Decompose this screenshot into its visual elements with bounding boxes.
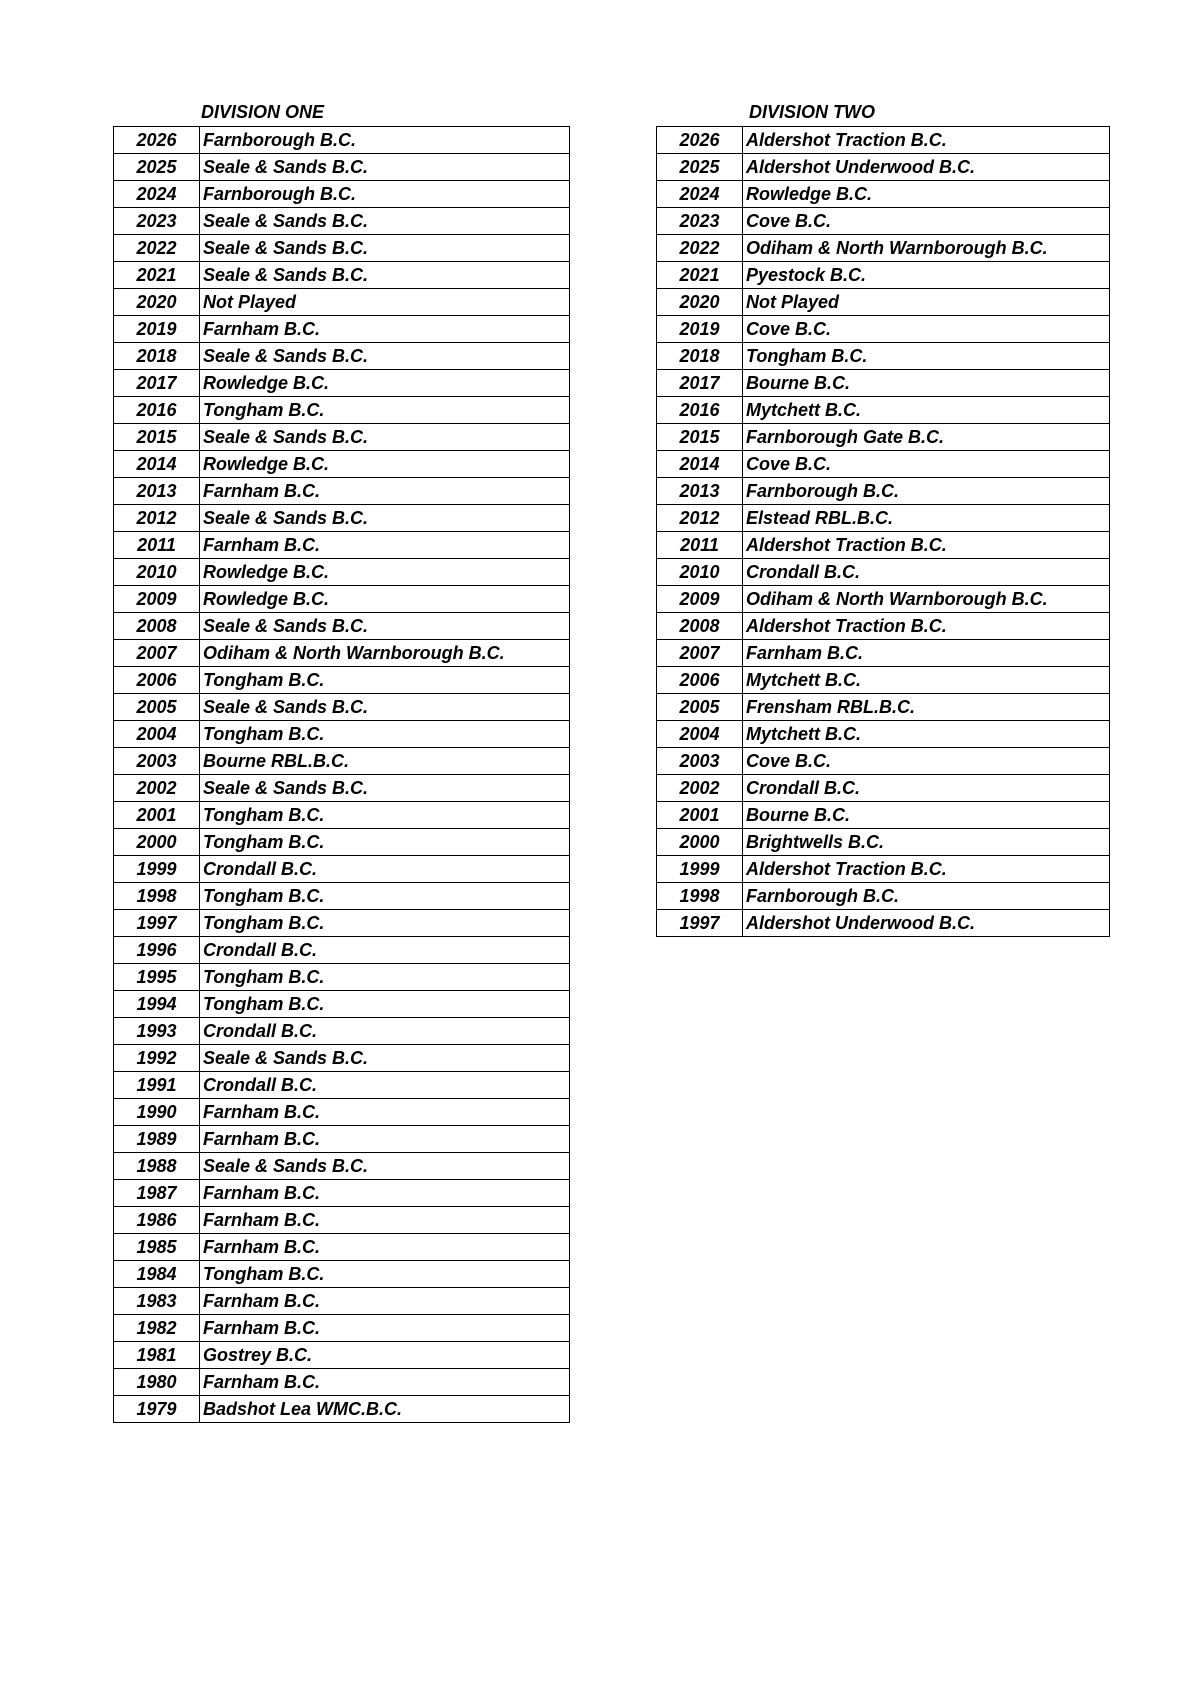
winner-club-cell: Not Played xyxy=(743,289,1110,316)
table-row xyxy=(657,910,1110,937)
winner-club-cell: Farnham B.C. xyxy=(743,640,1110,667)
table-row xyxy=(114,775,570,802)
winner-club-cell: Tongham B.C. xyxy=(200,667,570,694)
winner-club-cell: Not Played xyxy=(200,289,570,316)
winner-club-cell: Farnham B.C. xyxy=(200,1315,570,1342)
winner-club-cell: Tongham B.C. xyxy=(200,1261,570,1288)
winner-club-cell: Seale & Sands B.C. xyxy=(200,235,570,262)
winner-club-cell: Seale & Sands B.C. xyxy=(200,1045,570,1072)
table-row xyxy=(114,1261,570,1288)
year-cell: 2012 xyxy=(114,505,200,532)
table-row xyxy=(114,532,570,559)
winner-club-cell: Badshot Lea WMC.B.C. xyxy=(200,1396,570,1423)
year-cell: 2010 xyxy=(114,559,200,586)
year-cell: 2015 xyxy=(657,424,743,451)
winner-club-cell: Rowledge B.C. xyxy=(743,181,1110,208)
year-cell: 2021 xyxy=(657,262,743,289)
winner-club-cell: Gostrey B.C. xyxy=(200,1342,570,1369)
winner-club-cell: Elstead RBL.B.C. xyxy=(743,505,1110,532)
year-cell: 2023 xyxy=(657,208,743,235)
year-cell: 2009 xyxy=(657,586,743,613)
winner-club-cell: Farnham B.C. xyxy=(200,1180,570,1207)
winner-club-cell: Seale & Sands B.C. xyxy=(200,262,570,289)
winner-club-cell: Seale & Sands B.C. xyxy=(200,208,570,235)
table-row xyxy=(657,613,1110,640)
year-cell: 2016 xyxy=(114,397,200,424)
year-cell: 1988 xyxy=(114,1153,200,1180)
winner-club-cell: Seale & Sands B.C. xyxy=(200,694,570,721)
winner-club-cell: Farnborough B.C. xyxy=(743,883,1110,910)
table-row xyxy=(657,559,1110,586)
table-row xyxy=(114,208,570,235)
year-cell: 2018 xyxy=(114,343,200,370)
year-cell: 2005 xyxy=(114,694,200,721)
table-row xyxy=(114,640,570,667)
year-cell: 1999 xyxy=(657,856,743,883)
winner-club-cell: Cove B.C. xyxy=(743,451,1110,478)
year-cell: 2025 xyxy=(114,154,200,181)
winner-club-cell: Tongham B.C. xyxy=(200,964,570,991)
year-cell: 2010 xyxy=(657,559,743,586)
winner-club-cell: Bourne RBL.B.C. xyxy=(200,748,570,775)
division-one-title: DIVISION ONE xyxy=(201,102,325,122)
table-row xyxy=(657,154,1110,181)
table-row xyxy=(114,424,570,451)
table-row xyxy=(657,316,1110,343)
year-cell: 2017 xyxy=(657,370,743,397)
table-row xyxy=(114,802,570,829)
winner-club-cell: Aldershot Traction B.C. xyxy=(743,856,1110,883)
year-cell: 2000 xyxy=(657,829,743,856)
table-row xyxy=(657,181,1110,208)
table-row xyxy=(657,127,1110,154)
year-cell: 2026 xyxy=(657,127,743,154)
winner-club-cell: Tongham B.C. xyxy=(200,829,570,856)
year-cell: 1979 xyxy=(114,1396,200,1423)
winner-club-cell: Rowledge B.C. xyxy=(200,370,570,397)
year-cell: 2024 xyxy=(657,181,743,208)
table-row xyxy=(114,937,570,964)
division-two-table xyxy=(656,126,1110,937)
winner-club-cell: Odiham & North Warnborough B.C. xyxy=(200,640,570,667)
winner-club-cell: Crondall B.C. xyxy=(200,1072,570,1099)
table-row xyxy=(114,505,570,532)
winner-club-cell: Cove B.C. xyxy=(743,748,1110,775)
year-cell: 2000 xyxy=(114,829,200,856)
winner-club-cell: Mytchett B.C. xyxy=(743,397,1110,424)
table-row xyxy=(657,208,1110,235)
winner-club-cell: Crondall B.C. xyxy=(200,856,570,883)
winner-club-cell: Farnham B.C. xyxy=(200,1369,570,1396)
table-row xyxy=(657,694,1110,721)
winner-club-cell: Farnborough B.C. xyxy=(743,478,1110,505)
year-cell: 2014 xyxy=(114,451,200,478)
winner-club-cell: Seale & Sands B.C. xyxy=(200,775,570,802)
table-row xyxy=(657,451,1110,478)
winner-club-cell: Rowledge B.C. xyxy=(200,586,570,613)
winner-club-cell: Tongham B.C. xyxy=(200,883,570,910)
year-cell: 1999 xyxy=(114,856,200,883)
winner-club-cell: Farnham B.C. xyxy=(200,1288,570,1315)
year-cell: 2021 xyxy=(114,262,200,289)
year-cell: 2007 xyxy=(657,640,743,667)
year-cell: 2006 xyxy=(114,667,200,694)
table-row xyxy=(657,235,1110,262)
table-row xyxy=(657,667,1110,694)
table-row xyxy=(114,316,570,343)
table-row xyxy=(657,586,1110,613)
table-row xyxy=(114,748,570,775)
year-cell: 1993 xyxy=(114,1018,200,1045)
year-cell: 1984 xyxy=(114,1261,200,1288)
table-row xyxy=(114,991,570,1018)
table-row xyxy=(114,451,570,478)
year-cell: 2026 xyxy=(114,127,200,154)
year-cell: 1983 xyxy=(114,1288,200,1315)
winner-club-cell: Crondall B.C. xyxy=(743,559,1110,586)
table-row xyxy=(114,1018,570,1045)
winner-club-cell: Bourne B.C. xyxy=(743,802,1110,829)
table-row xyxy=(114,694,570,721)
table-row xyxy=(114,343,570,370)
year-cell: 2020 xyxy=(114,289,200,316)
division-one-table xyxy=(113,126,570,1423)
winner-club-cell: Seale & Sands B.C. xyxy=(200,613,570,640)
winner-club-cell: Aldershot Underwood B.C. xyxy=(743,910,1110,937)
year-cell: 2019 xyxy=(657,316,743,343)
table-row xyxy=(114,910,570,937)
winner-club-cell: Rowledge B.C. xyxy=(200,559,570,586)
winner-club-cell: Aldershot Traction B.C. xyxy=(743,127,1110,154)
year-cell: 2019 xyxy=(114,316,200,343)
division-one-table-body xyxy=(114,127,570,1423)
year-cell: 1995 xyxy=(114,964,200,991)
year-cell: 1996 xyxy=(114,937,200,964)
division-two-section xyxy=(656,98,1110,937)
division-two-title: DIVISION TWO xyxy=(749,102,875,122)
winner-club-cell: Tongham B.C. xyxy=(200,802,570,829)
table-row xyxy=(114,667,570,694)
winner-club-cell: Farnborough Gate B.C. xyxy=(743,424,1110,451)
year-cell: 2003 xyxy=(657,748,743,775)
year-cell: 1987 xyxy=(114,1180,200,1207)
year-cell: 2012 xyxy=(657,505,743,532)
table-row xyxy=(657,289,1110,316)
year-cell: 1998 xyxy=(657,883,743,910)
table-row xyxy=(657,262,1110,289)
winner-club-cell: Farnham B.C. xyxy=(200,1099,570,1126)
year-cell: 2015 xyxy=(114,424,200,451)
table-row xyxy=(657,748,1110,775)
winner-club-cell: Brightwells B.C. xyxy=(743,829,1110,856)
table-row xyxy=(657,883,1110,910)
winner-club-cell: Odiham & North Warnborough B.C. xyxy=(743,235,1110,262)
winner-club-cell: Rowledge B.C. xyxy=(200,451,570,478)
table-row xyxy=(114,370,570,397)
year-cell: 1982 xyxy=(114,1315,200,1342)
table-row xyxy=(114,721,570,748)
table-row xyxy=(114,262,570,289)
year-cell: 2002 xyxy=(114,775,200,802)
table-row xyxy=(114,181,570,208)
year-cell: 2008 xyxy=(114,613,200,640)
winner-club-cell: Crondall B.C. xyxy=(200,1018,570,1045)
winner-club-cell: Pyestock B.C. xyxy=(743,262,1110,289)
table-row xyxy=(114,1072,570,1099)
winner-club-cell: Cove B.C. xyxy=(743,316,1110,343)
year-cell: 2011 xyxy=(114,532,200,559)
winner-club-cell: Seale & Sands B.C. xyxy=(200,154,570,181)
winner-club-cell: Bourne B.C. xyxy=(743,370,1110,397)
year-cell: 2004 xyxy=(657,721,743,748)
year-cell: 2004 xyxy=(114,721,200,748)
year-cell: 2016 xyxy=(657,397,743,424)
winner-club-cell: Seale & Sands B.C. xyxy=(200,1153,570,1180)
table-row xyxy=(114,1234,570,1261)
table-row xyxy=(114,478,570,505)
winner-club-cell: Aldershot Traction B.C. xyxy=(743,613,1110,640)
year-cell: 1980 xyxy=(114,1369,200,1396)
year-cell: 1986 xyxy=(114,1207,200,1234)
table-row xyxy=(114,883,570,910)
table-row xyxy=(114,559,570,586)
winner-club-cell: Tongham B.C. xyxy=(200,721,570,748)
table-row xyxy=(114,586,570,613)
winner-club-cell: Farnham B.C. xyxy=(200,478,570,505)
table-row xyxy=(114,1207,570,1234)
winner-club-cell: Farnham B.C. xyxy=(200,1126,570,1153)
table-row xyxy=(114,964,570,991)
year-cell: 2025 xyxy=(657,154,743,181)
table-row xyxy=(114,397,570,424)
table-row xyxy=(114,856,570,883)
table-row xyxy=(114,1180,570,1207)
winner-club-cell: Farnham B.C. xyxy=(200,532,570,559)
table-row xyxy=(114,1342,570,1369)
year-cell: 2001 xyxy=(114,802,200,829)
winner-club-cell: Seale & Sands B.C. xyxy=(200,343,570,370)
year-cell: 2022 xyxy=(114,235,200,262)
table-row xyxy=(114,127,570,154)
winner-club-cell: Seale & Sands B.C. xyxy=(200,505,570,532)
year-cell: 2014 xyxy=(657,451,743,478)
table-row xyxy=(114,1126,570,1153)
table-row xyxy=(657,478,1110,505)
year-cell: 1998 xyxy=(114,883,200,910)
table-row xyxy=(657,802,1110,829)
year-cell: 2013 xyxy=(114,478,200,505)
year-cell: 2020 xyxy=(657,289,743,316)
year-cell: 2006 xyxy=(657,667,743,694)
table-row xyxy=(657,829,1110,856)
year-cell: 2002 xyxy=(657,775,743,802)
table-row xyxy=(114,1396,570,1423)
winner-club-cell: Farnham B.C. xyxy=(200,1234,570,1261)
winner-club-cell: Cove B.C. xyxy=(743,208,1110,235)
year-cell: 1997 xyxy=(114,910,200,937)
winner-club-cell: Frensham RBL.B.C. xyxy=(743,694,1110,721)
winner-club-cell: Tongham B.C. xyxy=(743,343,1110,370)
year-cell: 1992 xyxy=(114,1045,200,1072)
winner-club-cell: Aldershot Traction B.C. xyxy=(743,532,1110,559)
year-cell: 1989 xyxy=(114,1126,200,1153)
table-row xyxy=(114,289,570,316)
year-cell: 1991 xyxy=(114,1072,200,1099)
winner-club-cell: Mytchett B.C. xyxy=(743,667,1110,694)
year-cell: 2001 xyxy=(657,802,743,829)
table-row xyxy=(657,505,1110,532)
table-row xyxy=(657,775,1110,802)
table-row xyxy=(114,1099,570,1126)
year-cell: 1981 xyxy=(114,1342,200,1369)
table-row xyxy=(657,424,1110,451)
table-row xyxy=(657,532,1110,559)
table-row xyxy=(114,154,570,181)
winner-club-cell: Aldershot Underwood B.C. xyxy=(743,154,1110,181)
winner-club-cell: Mytchett B.C. xyxy=(743,721,1110,748)
year-cell: 2023 xyxy=(114,208,200,235)
year-cell: 1985 xyxy=(114,1234,200,1261)
winner-club-cell: Tongham B.C. xyxy=(200,910,570,937)
year-cell: 2003 xyxy=(114,748,200,775)
year-cell: 2007 xyxy=(114,640,200,667)
table-row xyxy=(657,856,1110,883)
year-cell: 2013 xyxy=(657,478,743,505)
table-row xyxy=(657,343,1110,370)
year-cell: 2017 xyxy=(114,370,200,397)
table-row xyxy=(114,613,570,640)
winner-club-cell: Crondall B.C. xyxy=(743,775,1110,802)
year-cell: 2018 xyxy=(657,343,743,370)
table-row xyxy=(657,640,1110,667)
year-cell: 2009 xyxy=(114,586,200,613)
table-row xyxy=(114,1369,570,1396)
year-cell: 1990 xyxy=(114,1099,200,1126)
division-two-table-body xyxy=(657,127,1110,937)
year-cell: 1994 xyxy=(114,991,200,1018)
year-cell: 2024 xyxy=(114,181,200,208)
table-row xyxy=(657,397,1110,424)
table-row xyxy=(114,235,570,262)
winner-club-cell: Odiham & North Warnborough B.C. xyxy=(743,586,1110,613)
winner-club-cell: Farnham B.C. xyxy=(200,1207,570,1234)
year-cell: 2005 xyxy=(657,694,743,721)
year-cell: 2011 xyxy=(657,532,743,559)
winner-club-cell: Tongham B.C. xyxy=(200,397,570,424)
year-cell: 2008 xyxy=(657,613,743,640)
winner-club-cell: Farnborough B.C. xyxy=(200,181,570,208)
table-row xyxy=(657,370,1110,397)
winner-club-cell: Farnham B.C. xyxy=(200,316,570,343)
table-row xyxy=(114,1153,570,1180)
table-row xyxy=(114,829,570,856)
year-cell: 2022 xyxy=(657,235,743,262)
division-one-section xyxy=(113,98,570,1423)
winner-club-cell: Tongham B.C. xyxy=(200,991,570,1018)
winner-club-cell: Crondall B.C. xyxy=(200,937,570,964)
table-row xyxy=(114,1045,570,1072)
table-row xyxy=(114,1288,570,1315)
winner-club-cell: Farnborough B.C. xyxy=(200,127,570,154)
winner-club-cell: Seale & Sands B.C. xyxy=(200,424,570,451)
table-row xyxy=(114,1315,570,1342)
table-row xyxy=(657,721,1110,748)
year-cell: 1997 xyxy=(657,910,743,937)
